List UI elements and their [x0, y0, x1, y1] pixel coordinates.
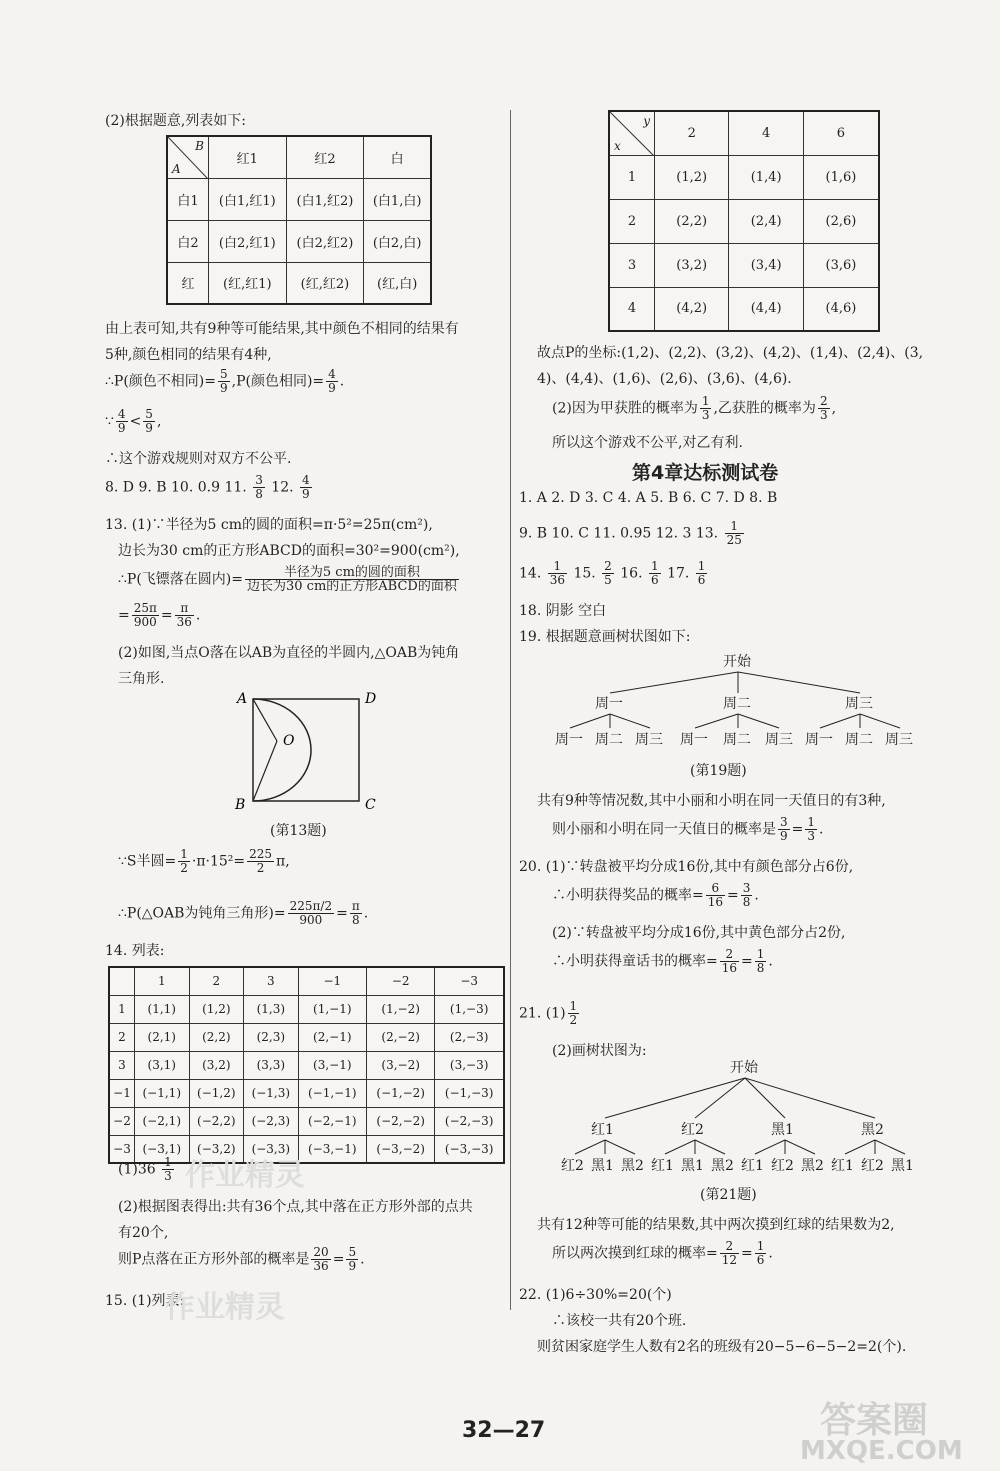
- table-cell: (3,2): [655, 243, 729, 287]
- svg-text:周三: 周三: [765, 732, 793, 748]
- equation-line: 则P点落在正方形外部的概率是 $\frac{20}{36}$ = $\frac{5}{9}$ .: [118, 1245, 365, 1273]
- equation-line: ∴小明获得奖品的概率= $\frac{6}{16}$ = $\frac{3}{8}$ .: [552, 881, 759, 909]
- table-cell: (1,3): [244, 995, 299, 1023]
- table-cell: (3,−1): [298, 1051, 366, 1079]
- tree-node: 红2: [681, 1122, 704, 1138]
- tree-edge: [575, 1140, 605, 1154]
- text-line: 13. (1)∵半径为5 cm的圆的面积=π·5²=25π(cm²),: [105, 517, 433, 533]
- answer-line: 18. 阴影 空白: [519, 603, 607, 619]
- table-cell: (2,3): [244, 1023, 299, 1051]
- tree-leaf: 黑2: [621, 1158, 644, 1174]
- header-cell: −3: [435, 967, 504, 995]
- header-cell: 4: [729, 111, 803, 155]
- tree-node: 周三: [845, 696, 873, 712]
- equation-line: 所以两次摸到红球的概率= $\frac{2}{12}$ = $\frac{1}{6}$ .: [552, 1239, 773, 1267]
- table-cell: (4,4): [729, 287, 803, 331]
- row-header: 2: [609, 199, 655, 243]
- table-cell: (3,−3): [435, 1051, 504, 1079]
- table-cell: (−3,2): [189, 1135, 244, 1163]
- watermark-logo: 答案圈: [820, 1400, 929, 1441]
- fraction: $\frac{225\pi/2}{900}$: [289, 899, 333, 927]
- watermark-logo: 作业精灵: [165, 1290, 285, 1325]
- tree-leaf: 黑1: [681, 1158, 704, 1174]
- answer-line: 14. $\frac{1}{36}$ 15. $\frac{2}{5}$ 16. $\frac{1}{6}$ 17. $\frac{1}{6}$: [519, 559, 706, 587]
- tree-node: 红1: [591, 1122, 614, 1138]
- text-line: 边长为30 cm的正方形ABCD的面积=30²=900(cm²),: [118, 543, 460, 559]
- row-header: 3: [109, 1051, 135, 1079]
- label-b: B: [235, 797, 246, 813]
- table-cell: (1,−1): [298, 995, 366, 1023]
- figure-13: [225, 685, 385, 815]
- table-cell: (白1,红2): [286, 178, 364, 220]
- watermark-logo: 作业精灵: [185, 1158, 305, 1193]
- figure-caption: (第19题): [690, 763, 747, 779]
- fraction: $\frac{2}{12}$: [721, 1239, 738, 1267]
- tree-leaf: 红2: [561, 1158, 584, 1174]
- text-line: (2)∵转盘被平均分成16份,其中黄色部分占2份,: [552, 925, 846, 941]
- text-line: 有20个,: [118, 1225, 169, 1241]
- equation-line: ∵S半圆= $\frac{1}{2}$ ·π·15²= $\frac{225}{2}$ π,: [118, 847, 290, 875]
- fraction: $\frac{1}{6}$: [756, 1239, 765, 1267]
- text-line: 14. 列表:: [105, 943, 165, 959]
- label-c: C: [365, 797, 376, 813]
- fraction: $\frac{1}{36}$: [549, 559, 565, 587]
- equation-line: ∴小明获得童话书的概率= $\frac{2}{16}$ = $\frac{1}{8}$ .: [552, 947, 773, 975]
- tree-leaf: 黑2: [801, 1158, 824, 1174]
- table-cell: (2,−1): [298, 1023, 366, 1051]
- tree-leaf: 红2: [771, 1158, 794, 1174]
- table-cell: (1,4): [729, 155, 803, 199]
- fraction: $\frac{3}{8}$: [742, 881, 751, 909]
- table-cell: (−1,3): [244, 1079, 299, 1107]
- fraction: $\frac{1}{3}$: [807, 815, 816, 843]
- svg-text:周二: 周二: [845, 732, 873, 748]
- table-cell: (−3,−1): [298, 1135, 366, 1163]
- text-line: 19. 根据题意画树状图如下:: [519, 629, 691, 645]
- answer-line: 8. D 9. B 10. 0.9 11. $\frac{3}{8}$ 12. $\frac{4}{9}$: [105, 473, 310, 501]
- table-cell: (白2,红1): [209, 220, 287, 262]
- table-cell: (1,−2): [366, 995, 434, 1023]
- fraction: $\frac{\pi}{36}$: [176, 601, 192, 629]
- table-cell: (红,白): [364, 262, 431, 304]
- header-cell: 红1: [209, 136, 287, 178]
- answer-line: 21. (1) $\frac{1}{2}$: [519, 999, 578, 1027]
- label-o: O: [283, 733, 295, 749]
- svg-text:周三: 周三: [885, 732, 913, 748]
- text-line: (2)根据图表得出:共有36个点,其中落在正方形外部的点共: [118, 1199, 473, 1215]
- tree-edge: [785, 1140, 815, 1154]
- watermark-url: MXQE.COM: [800, 1436, 963, 1466]
- header-cell: 2: [655, 111, 729, 155]
- tree-edge: [875, 1140, 905, 1154]
- row-header: 红: [167, 262, 209, 304]
- text-line: 三角形.: [118, 671, 165, 687]
- table-cell: (1,−3): [435, 995, 504, 1023]
- table-cell: (3,6): [803, 243, 879, 287]
- text-line: 22. (1)6÷30%=20(个): [519, 1287, 672, 1303]
- fraction: $\frac{4}{9}$: [302, 473, 310, 501]
- fraction: $\frac{\text{半径为5 cm的圆的面积}}{\text{边长为30 cm的正方形ABCD的面积}}$: [246, 565, 457, 594]
- text-line: 由上表可知,共有9种等可能结果,其中颜色不相同的结果有: [105, 321, 459, 337]
- tree-node: 黑2: [861, 1122, 884, 1138]
- svg-text:周二: 周二: [595, 732, 623, 748]
- text-line: 15. (1)列表:: [105, 1293, 185, 1309]
- table-cell: (1,1): [135, 995, 190, 1023]
- fraction: $\frac{4}{9}$: [328, 367, 336, 395]
- text-line: 4)、(4,4)、(1,6)、(2,6)、(3,6)、(4,6).: [537, 371, 792, 387]
- fraction: $\frac{1}{6}$: [697, 559, 706, 587]
- row-header: 3: [609, 243, 655, 287]
- table-cell: (−2,1): [135, 1107, 190, 1135]
- header-cell: 红2: [286, 136, 364, 178]
- text-line: 故点P的坐标:(1,2)、(2,2)、(3,2)、(4,2)、(1,4)、(2,4)、(3,: [537, 345, 924, 361]
- tree-diagram-19: [555, 650, 935, 760]
- answer-line: (1)36 $\frac{1}{3}$: [118, 1155, 172, 1183]
- table-cell: (−1,−1): [298, 1079, 366, 1107]
- row-header: −2: [109, 1107, 135, 1135]
- table-cell: (2,1): [135, 1023, 190, 1051]
- fraction: $\frac{1}{2}$: [569, 999, 578, 1027]
- text-line: 共有9种等情况数,其中小丽和小明在同一天值日的有3种,: [537, 793, 886, 809]
- table-points: [108, 966, 505, 1164]
- row-header: 4: [609, 287, 655, 331]
- equation-line: ∵ $\frac{4}{9}$ < $\frac{5}{9}$ ,: [105, 407, 162, 435]
- tree-edge: [605, 1140, 635, 1154]
- table-cell: (−1,−3): [435, 1079, 504, 1107]
- text-line: 20. (1)∵转盘被平均分成16份,其中有颜色部分占6份,: [519, 859, 854, 875]
- equation-line: 则小丽和小明在同一天值日的概率是 $\frac{3}{9}$ = $\frac{1}{3}$ .: [552, 815, 824, 843]
- fraction: $\frac{5}{9}$: [145, 407, 153, 435]
- row-header: −1: [109, 1079, 135, 1107]
- table-cell: (1,2): [189, 995, 244, 1023]
- equation-line: ∴P(颜色不相同)= $\frac{5}{9}$ ,P(颜色相同)= $\frac{4}{9}$ .: [105, 367, 345, 395]
- answer-line: 1. A 2. D 3. C 4. A 5. B 6. C 7. D 8. B: [519, 490, 778, 506]
- header-cell: 3: [244, 967, 299, 995]
- fraction: $\frac{225}{2}$: [249, 847, 273, 875]
- tree-root: 开始: [723, 654, 751, 670]
- svg-text:周三: 周三: [635, 732, 663, 748]
- fraction: $\frac{1}{8}$: [756, 947, 765, 975]
- page-number: 32—27: [462, 1418, 546, 1443]
- column-divider: [510, 110, 511, 1310]
- section-heading: 第4章达标测试卷: [632, 462, 779, 484]
- table-cell: (3,2): [189, 1051, 244, 1079]
- fraction: $\frac{1}{3}$: [701, 394, 710, 422]
- table-cell: (2,2): [189, 1023, 244, 1051]
- table-cell: (2,−2): [366, 1023, 434, 1051]
- table-cell: (3,1): [135, 1051, 190, 1079]
- equation-line: (2)因为甲获胜的概率为 $\frac{1}{3}$ ,乙获胜的概率为 $\frac{2}{3}$ ,: [552, 394, 837, 422]
- text-line: (2)根据题意,列表如下:: [105, 113, 246, 129]
- figure-caption: (第13题): [270, 823, 327, 839]
- fraction: $\frac{20}{36}$: [313, 1245, 329, 1273]
- header-cell: 白: [364, 136, 431, 178]
- tree-edge: [605, 1078, 745, 1118]
- svg-text:周一: 周一: [805, 732, 833, 748]
- svg-text:周一: 周一: [555, 732, 583, 748]
- tree-root: 开始: [730, 1060, 758, 1076]
- table-cell: (4,2): [655, 287, 729, 331]
- equation-line: ∴P(飞镖落在圆内)= $\frac{\text{半径为5 cm的圆的面积}}{\text{边长为30 cm的正方形ABCD的面积}}$: [118, 565, 457, 594]
- tree-leaf: 黑1: [591, 1158, 614, 1174]
- tree-edge: [665, 1140, 695, 1154]
- tree-edge: [695, 1078, 745, 1118]
- tree-leaf: 红1: [831, 1158, 854, 1174]
- figure-caption: (第21题): [700, 1187, 757, 1203]
- fraction: $\frac{1}{25}$: [726, 519, 742, 547]
- fraction: $\frac{1}{3}$: [164, 1155, 172, 1183]
- table-cell: (2,−3): [435, 1023, 504, 1051]
- tree-leaf: 黑1: [891, 1158, 914, 1174]
- table-color-pairs: [166, 135, 432, 305]
- fraction: $\frac{5}{9}$: [348, 1245, 357, 1273]
- text-line: ∴这个游戏规则对双方不公平.: [105, 451, 292, 467]
- tree-edge: [845, 1140, 875, 1154]
- tree-leaf: 黑2: [711, 1158, 734, 1174]
- answer-line: 9. B 10. C 11. 0.95 12. 3 13. $\frac{1}{25}$: [519, 519, 742, 547]
- table-cell: (红,红1): [209, 262, 287, 304]
- table-cell: (−3,−3): [435, 1135, 504, 1163]
- tree-leaf: 红2: [861, 1158, 884, 1174]
- fraction: $\frac{6}{16}$: [707, 881, 724, 909]
- tree-leaf: 红1: [651, 1158, 674, 1174]
- text-line: ∴该校一共有20个班.: [552, 1313, 687, 1329]
- svg-text:周一: 周一: [680, 732, 708, 748]
- fraction: $\frac{2}{5}$: [604, 559, 612, 587]
- text-line: 5种,颜色相同的结果有4种,: [105, 347, 272, 363]
- table-cell: (3,3): [244, 1051, 299, 1079]
- table-cell: (白2,红2): [286, 220, 364, 262]
- corner-cell: [109, 967, 135, 995]
- table-cell: (−2,−1): [298, 1107, 366, 1135]
- tree-diagram-21: [560, 1056, 930, 1176]
- svg-text:周二: 周二: [723, 732, 751, 748]
- table-cell: (1,2): [655, 155, 729, 199]
- table-cell: (2,4): [729, 199, 803, 243]
- table-cell: (1,6): [803, 155, 879, 199]
- table-cell: (−2,3): [244, 1107, 299, 1135]
- fraction: $\frac{3}{8}$: [255, 473, 263, 501]
- table-cell: (−2,−2): [366, 1107, 434, 1135]
- table-cell: (−3,1): [135, 1135, 190, 1163]
- header-cell: −1: [298, 967, 366, 995]
- tree-node: 周二: [723, 696, 751, 712]
- fraction: $\frac{2}{3}$: [819, 394, 828, 422]
- corner-cell: y x: [609, 111, 655, 155]
- row-header: 1: [109, 995, 135, 1023]
- text-line: 所以这个游戏不公平,对乙有利.: [552, 435, 743, 451]
- row-header: 白1: [167, 178, 209, 220]
- row-header: 2: [109, 1023, 135, 1051]
- equation-line: ∴P(△OAB为钝角三角形)= $\frac{225\pi/2}{900}$ = $\frac{\pi}{8}$ .: [118, 899, 369, 927]
- fraction: $\frac{5}{9}$: [219, 367, 228, 395]
- fraction: $\frac{3}{9}$: [780, 815, 788, 843]
- fraction: $\frac{\pi}{8}$: [351, 899, 360, 927]
- header-cell: 1: [135, 967, 190, 995]
- fraction: $\frac{25\pi}{900}$: [133, 601, 157, 629]
- header-cell: 6: [803, 111, 879, 155]
- corner-cell: B A: [167, 136, 209, 178]
- table-cell: (3,4): [729, 243, 803, 287]
- fraction: $\frac{1}{2}$: [180, 847, 188, 875]
- text-line: (2)画树状图为:: [552, 1043, 647, 1059]
- table-cell: (−3,−2): [366, 1135, 434, 1163]
- tree-node: 黑1: [771, 1122, 794, 1138]
- header-cell: −2: [366, 967, 434, 995]
- text-line: (2)如图,当点O落在以AB为直径的半圆内,△OAB为钝角: [118, 645, 460, 661]
- tree-edge: [695, 1140, 725, 1154]
- table-cell: (4,6): [803, 287, 879, 331]
- row-header: −3: [109, 1135, 135, 1163]
- equation-line: = $\frac{25\pi}{900}$ = $\frac{\pi}{36}$ .: [118, 601, 201, 629]
- table-coordinates: [608, 110, 880, 332]
- fraction: $\frac{1}{6}$: [650, 559, 659, 587]
- fraction: $\frac{4}{9}$: [117, 407, 126, 435]
- tree-node: 周一: [595, 696, 623, 712]
- tree-leaf: 红1: [741, 1158, 764, 1174]
- row-header: 白2: [167, 220, 209, 262]
- text-line: 则贫困家庭学生人数有2名的班级有20−5−6−5−2=2(个).: [537, 1339, 907, 1355]
- text-line: 共有12种等可能的结果数,其中两次摸到红球的结果数为2,: [537, 1217, 895, 1233]
- table-cell: (−1,2): [189, 1079, 244, 1107]
- table-cell: (2,2): [655, 199, 729, 243]
- table-cell: (白2,白): [364, 220, 431, 262]
- tree-edge: [755, 1140, 785, 1154]
- table-cell: (白1,红1): [209, 178, 287, 220]
- table-cell: (−1,1): [135, 1079, 190, 1107]
- row-header: 1: [609, 155, 655, 199]
- table-cell: (红,红2): [286, 262, 364, 304]
- label-d: D: [365, 691, 377, 707]
- table-cell: (−1,−2): [366, 1079, 434, 1107]
- table-cell: (2,6): [803, 199, 879, 243]
- fraction: $\frac{2}{16}$: [721, 947, 738, 975]
- table-cell: (−2,−3): [435, 1107, 504, 1135]
- table-cell: (白1,白): [364, 178, 431, 220]
- table-cell: (−2,2): [189, 1107, 244, 1135]
- table-cell: (3,−2): [366, 1051, 434, 1079]
- table-cell: (−3,3): [244, 1135, 299, 1163]
- label-a: A: [237, 691, 248, 707]
- header-cell: 2: [189, 967, 244, 995]
